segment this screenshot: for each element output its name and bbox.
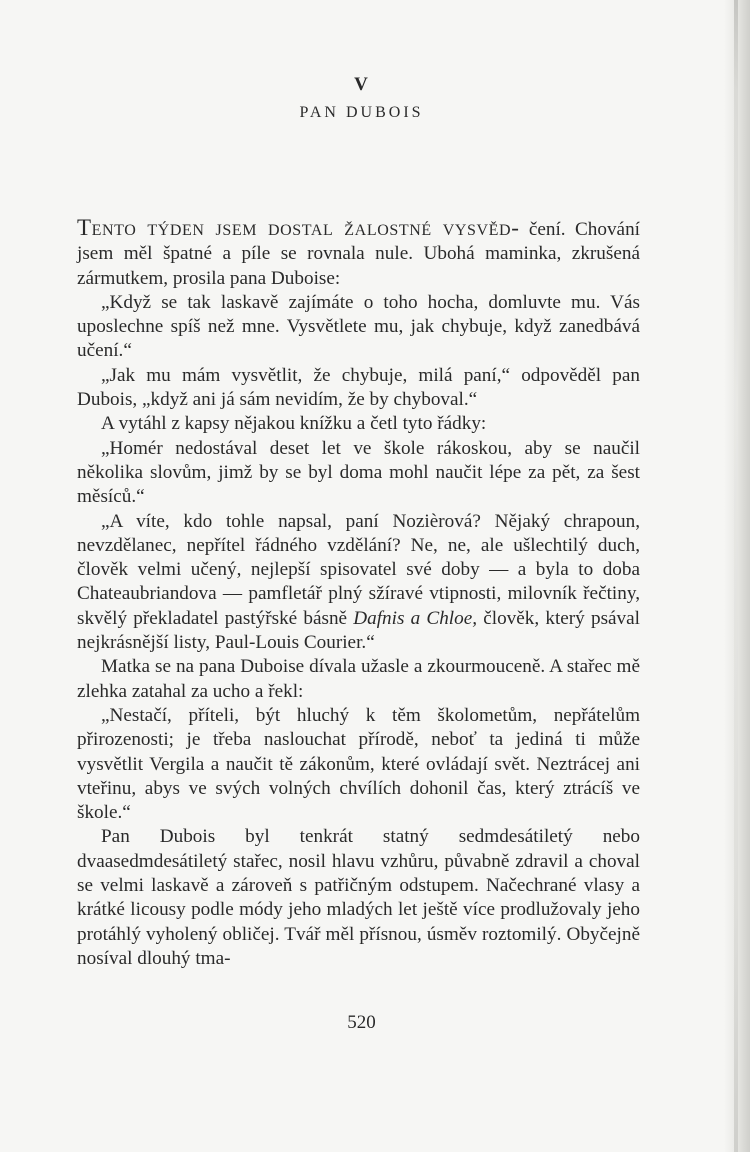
paragraph-1 bbox=[77, 216, 640, 291]
body-text bbox=[77, 216, 640, 971]
chapter-title: PAN DUBOIS bbox=[299, 104, 424, 121]
paragraph-6-text-before: „A víte, kdo tohle napsal, paní Nozièrová? Nějaký chrapoun, nevzdělanec, nepřítel řádného vzdělání? Ne, ne, ale ušlechtilý duch, člověk velmi učený, nejlepší spisovatel své doby — a byla to doba Chateaubriandova — pamfletář plný sžíravé vtipnosti, milovník řečtiny, skvělý překladatel pastýřské básně bbox=[77, 510, 640, 629]
paragraph-6-text-after: člověk, který psával nejkrásnější listy, Paul-Louis Courier.“ bbox=[77, 607, 640, 654]
paragraph-1-text: čení. Chování jsem měl špatné a píle se rovnala nule. Ubohá maminka, zkrušená zármutkem, prosila pana Duboise: bbox=[77, 219, 640, 289]
paragraph-4: A vytáhl z kapsy nějakou knížku a četl tyto řádky: bbox=[101, 413, 487, 435]
chapter-number: V bbox=[354, 74, 369, 95]
page-number: 520 bbox=[347, 1012, 376, 1033]
page-edge-shadow bbox=[734, 0, 738, 1152]
paragraph-6 bbox=[77, 510, 640, 656]
paragraph-7: Matka se na pana Duboise dívala užasle a zkourmouceně. A stařec mě zlehka zatahal za ucho a řekl: bbox=[77, 656, 640, 702]
book-title-emphasis: Dafnis a Chloe, bbox=[353, 607, 478, 629]
opening-words: Tento týden jsem dostal žalostné vysvěd- bbox=[77, 215, 520, 240]
paragraph-8: „Nestačí, příteli, být hluchý k těm školometům, nepřátelům přirozenosti; je třeba naslouchat přírodě, neboť ta jediná ti může vysvětlit Vergila a naučit tě zákonům, které ovládají svět. Neztrácej ani vteřinu, abys ve svých volných chvílích dohonil čas, který ztrácíš ve škole.“ bbox=[77, 704, 640, 824]
paragraph-9: Pan Dubois byl tenkrát statný sedmdesátiletý nebo dvaasedmdesátiletý stařec, nosil hlavu vzhůru, půvabně zdravil a choval se velmi laskavě a zároveň s patřičným odstupem. Načechrané vlasy a krátké licousy podle módy jeho mladých let ještě více prodlužovaly jeho protáhlý vyholený obličej. Tvář měl přísnou, úsměv roztomilý. Obyčejně nosíval dlouhý tma- bbox=[77, 826, 640, 969]
paragraph-2: „Když se tak laskavě zajímáte o toho hocha, domluvte mu. Vás uposlechne spíš než mne. Vysvětlete mu, jak chybuje, když zanedbává učení.“ bbox=[77, 291, 640, 362]
paragraph-3: „Jak mu mám vysvětlit, že chybuje, milá paní,“ odpověděl pan Dubois, „když ani já sám nevidím, že by chyboval.“ bbox=[77, 364, 640, 411]
paragraph-5: „Homér nedostával deset let ve škole rákoskou, aby se naučil několika slovům, jimž by se byl doma mohl naučit lépe za pět, za šest měsíců.“ bbox=[77, 437, 640, 508]
